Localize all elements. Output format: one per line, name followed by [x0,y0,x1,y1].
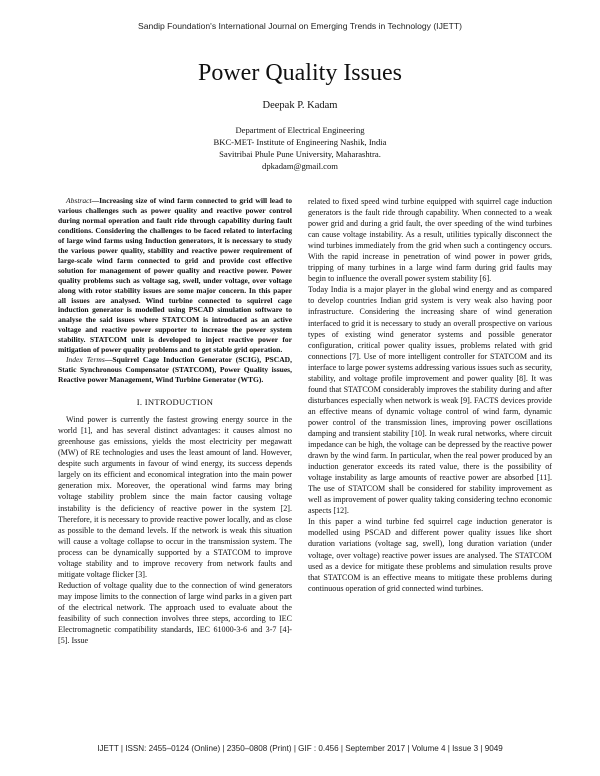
page-footer: IJETT | ISSN: 2455–0124 (Online) | 2350–0808 (Print) | GIF : 0.456 | September 2017 | Volume 4 | Issue 3 | 9049 [97,744,503,753]
left-column [58,196,292,646]
intro-paragraph-2: Reduction of voltage quality due to the connection of wind generators may impose limits to the connection of large wind parks in a given part of the electrical network. The approach used to evaluate about the feasibility of such connection involves three steps, according to IEC Electromagnetic compatibility standards, IEC 61000-3-6 and 3-7 [4]-[5]. Issue [58,580,292,646]
affiliation-university: Savitribai Phule Pune University, Maharashtra. [219,149,381,160]
author-name: Deepak P. Kadam [262,100,338,111]
intro-paragraph-5: In this paper a wind turbine fed squirrel cage induction generator is modelled using PSCAD and different power quality issues like short duration variations (voltage sag, swell), long duration variation (under voltage, over voltage) reactive power issues are analysed. The STATCOM used as a device for mitigate these problems and simulation results prove that STATCOM is an effective means to mitigate these problems during continuous operation of grid connected wind turbines. [308,517,552,593]
author-email: dpkadam@gmail.com [262,161,338,172]
intro-paragraph-1: Wind power is currently the fastest growing energy source in the world [1], and has several distinct advantages: it causes almost no greenhouse gas emissions, yields the most electricity per megawatt (MW) of RE technologies and uses the least amount of land. However, despite such arguments in favour of wind energy, its success depends largely on its efficient and economical integration into the main power generation mix. Moreover, the operational wind farms may bring voltage stability problem since the main factor causing voltage instability is the deficiency of reactive power in the system [2]. Therefore, it is necessary to provide reactive power locally, and as close as possible to the demand levels. If the network is weak this situation will cause a voltage collapse to occur in the transmission system. The process can be dynamically supported by a STATCOM to improve voltage stability and to improve recovery from network faults and mitigate voltage flicker [3]. [58,415,292,579]
right-column [308,196,552,594]
affiliation-department: Department of Electrical Engineering [235,125,365,135]
affiliation-institute: BKC-MET- Institute of Engineering Nashik, India [213,137,387,148]
abstract-text: —Increasing size of wind farm connected to grid will lead to various challenges such as power quality and reactive power control during normal operation and fault ride through capability during fault conditions. Considering the challenges to be faced related to interfacing of large wind farms using Induction generators, it is necessary to study the various power quality, stability and reactive power requirement of large-scale wind farm connected to grid and provide cost effective solution for management of power quality and reactive power. Power quality problems such as voltage sag, swell, under voltage, over voltage along with rotor stability issues are some major concern. In this paper all issues are analysed. Wind turbine connected to squirrel cage induction generator is modelled using PSCAD simulation software to analyse the said issues where STATCOM is introduced as an active voltage and reactive power supporter to increase the power system stability. STATCOM unit is developed to inject reactive power for mitigation of power quality problems and to get stable grid operation. [58,196,292,355]
index-terms-text: —Squirrel Cage Induction Generator (SCIG), PSCAD, Static Synchronous Compensator (STATCOM), Power Quality issues, Reactive power Management, Wind Turbine Generator (WTG). [58,355,292,385]
index-terms-label: Index Terms [66,355,105,365]
abstract [58,196,292,355]
section-heading-introduction: I. INTRODUCTION [136,397,214,408]
intro-paragraph-4: Today India is a major player in the global wind energy and as compared to develop countries Indian grid system is very weak also having poor infrastructure. Considering the increasing share of wind generation interfaced to grid it is necessary to study an overall prospective on various types of existing wind generator systems and possible generator configuration, critical power quality issues, problems related with grid connections [7]. Use of more intelligent controller for STATCOM and its interface to large power systems addressing various issues such as security, stability, and voltage profile improvement and power quality [8]. It was found that STATCOM considerably improves the stability during and after disturbances especially when network is weak [9]. FACTS devices provide an effective means of dynamic voltage control of wind farm, dynamic power control of the transmission lines, improving power oscillations damping and transient stability [10]. In weak rural networks, where circuit impedance can be high, the voltage can be depressed by the reactive power drawn by the wind farm. In particular, when the real power produced by an induction generator exceeds its rated value, there is the possibility of voltage instability as large amounts of reactive power are absorbed [11]. The use of STATCOM shall be considered for stability improvement as well as improvement of power quality taking considering techno economic aspects [12]. [308,285,552,516]
affiliation-block [0,124,600,172]
abstract-label: Abstract [66,196,92,205]
paper-title: Power Quality Issues [198,60,402,86]
running-head: Sandip Foundation's International Journal on Emerging Trends in Technology (IJETT) [138,21,462,31]
index-terms [58,355,292,385]
intro-paragraph-3: related to fixed speed wind turbine equipped with squirrel cage induction generators is the fault ride through capability. When connected to a weak power grid and during a grid fault, the over speeding of the wind turbines can cause voltage instability. As a result, utilities typically disconnect the wind turbines immediately from the grid when such a contingency occurs. With the rapid increase in penetration of wind power in power grids, tripping of many turbines in a large wind farm during grid faults may begin to influence the overall power system stability [6]. [308,197,552,284]
